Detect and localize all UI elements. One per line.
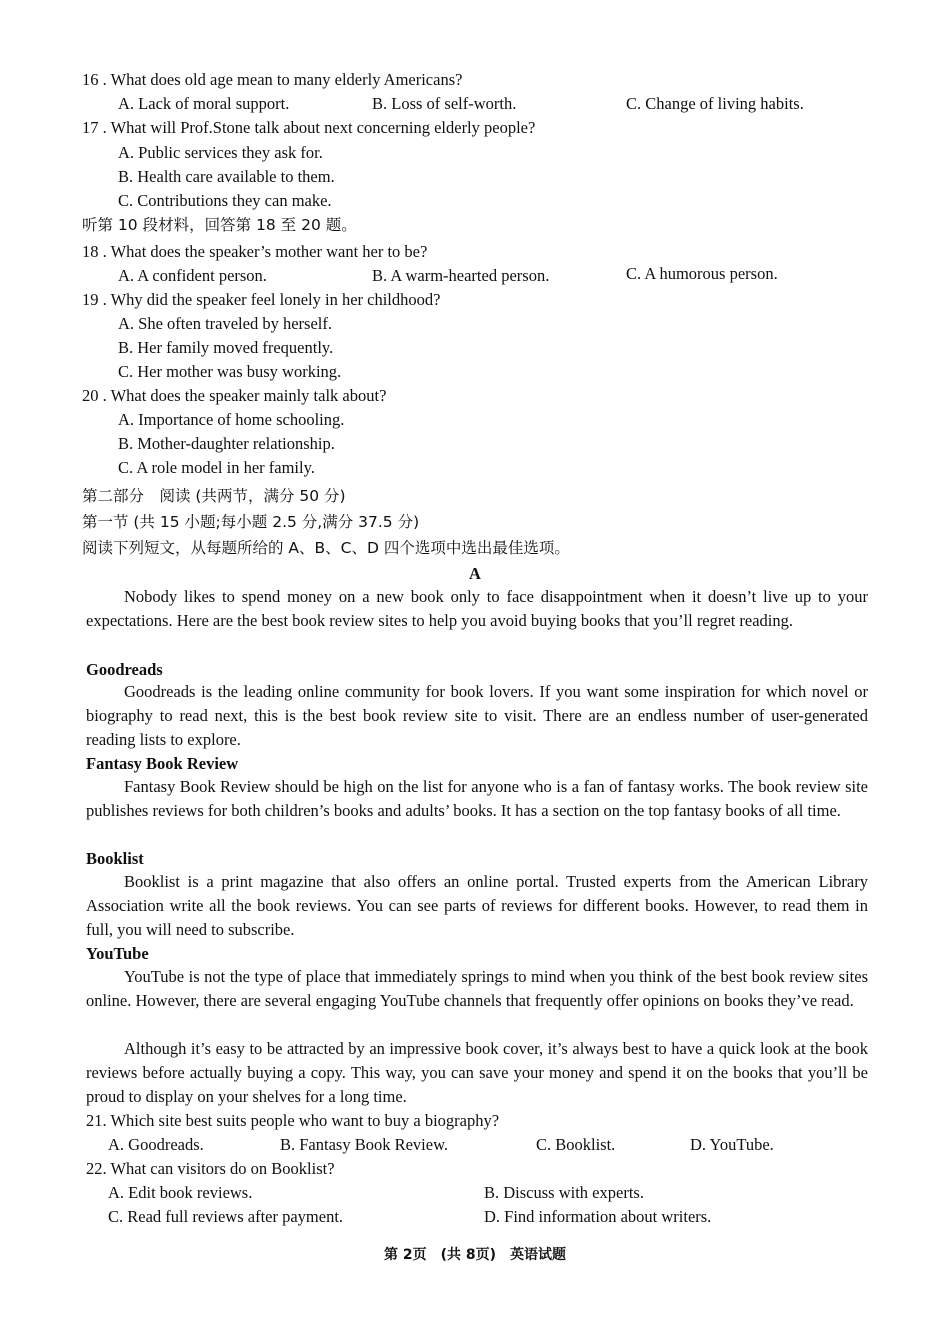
question-18-option-b: B. A warm-hearted person. xyxy=(372,266,550,285)
question-22-stem: 22. What can visitors do on Booklist? xyxy=(86,1159,335,1178)
page-footer: 第 2页 (共 8页) 英语试题 xyxy=(383,1247,567,1263)
reading-section-title: 第一节 (共 15 小题;每小题 2.5 分,满分 37.5 分) xyxy=(82,513,420,531)
question-20-option-b: B. Mother-daughter relationship. xyxy=(118,434,335,453)
question-22-option-d: D. Find information about writers. xyxy=(484,1207,712,1226)
question-19-stem: 19 . Why did the speaker feel lonely in her childhood? xyxy=(82,290,441,309)
site-heading-booklist: Booklist xyxy=(86,849,144,868)
question-16-option-c: C. Change of living habits. xyxy=(626,94,804,113)
question-21-stem: 21. Which site best suits people who want to buy a biography? xyxy=(86,1111,500,1130)
question-16-stem: 16 . What does old age mean to many elderly Americans? xyxy=(82,70,463,89)
question-20-option-a: A. Importance of home schooling. xyxy=(118,410,345,429)
site-heading-goodreads: Goodreads xyxy=(86,660,163,679)
site-text-youtube: YouTube is not the type of place that immediately springs to mind when you think of the best book review sites online. However, there are several engaging YouTube channels that frequently offer opinions on books they’ve read. xyxy=(86,967,868,1010)
question-19-option-b: B. Her family moved frequently. xyxy=(118,338,334,357)
passage-conclusion: Although it’s easy to be attracted by an impressive book cover, it’s always best to have a quick look at the book reviews before actually buying a copy. This way, you can save your money and spend it on the books that you’ll be proud to display on your shelves for a long time. xyxy=(86,1039,868,1106)
question-18-option-a: A. A confident person. xyxy=(118,266,267,285)
question-18-stem: 18 . What does the speaker’s mother want her to be? xyxy=(82,242,428,261)
passage-intro: Nobody likes to spend money on a new book only to face disappointment when it doesn’t live up to your expectations. Here are the best book review sites to help you avoid buying books that you’ll regret reading. xyxy=(86,587,868,630)
reading-part-title: 第二部分 阅读 (共两节，满分 50 分) xyxy=(82,487,346,505)
question-22-option-c: C. Read full reviews after payment. xyxy=(108,1207,344,1226)
question-22-option-b: B. Discuss with experts. xyxy=(484,1183,644,1202)
question-19-option-a: A. She often traveled by herself. xyxy=(118,314,332,333)
site-heading-fantasy-book-review: Fantasy Book Review xyxy=(86,754,239,773)
question-21-option-c: C. Booklist. xyxy=(536,1135,616,1154)
site-text-fantasy-book-review: Fantasy Book Review should be high on the list for anyone who is a fan of fantasy works. The book review site publishes reviews for both children’s books and adults’ books. It has a section on the top fantasy books of all time. xyxy=(86,777,868,820)
question-17-option-b: B. Health care available to them. xyxy=(118,167,335,186)
passage-label: A xyxy=(469,564,481,583)
question-18-option-c: C. A humorous person. xyxy=(626,264,778,283)
site-heading-youtube: YouTube xyxy=(86,944,149,963)
listening-instruction-10: 听第 10 段材料，回答第 18 至 20 题。 xyxy=(82,216,357,234)
question-17-option-c: C. Contributions they can make. xyxy=(118,191,332,210)
site-text-goodreads: Goodreads is the leading online community for book lovers. If you want some inspiration for which novel or biography to read next, this is the best book review site to visit. There are an endless number of user-generated reading lists to explore. xyxy=(86,682,868,749)
question-19-option-c: C. Her mother was busy working. xyxy=(118,362,342,381)
question-21-option-d: D. YouTube. xyxy=(690,1135,774,1154)
question-20-option-c: C. A role model in her family. xyxy=(118,458,315,477)
question-17-option-a: A. Public services they ask for. xyxy=(118,143,323,162)
question-16-option-b: B. Loss of self-worth. xyxy=(372,94,517,113)
question-17-stem: 17 . What will Prof.Stone talk about next concerning elderly people? xyxy=(82,118,536,137)
question-21-option-a: A. Goodreads. xyxy=(108,1135,204,1154)
site-text-booklist: Booklist is a print magazine that also offers an online portal. Trusted experts from the American Library Association write all the book reviews. You can see parts of reviews for different books. However, to read them in full, you will need to subscribe. xyxy=(86,872,868,939)
question-16-option-a: A. Lack of moral support. xyxy=(118,94,290,113)
question-20-stem: 20 . What does the speaker mainly talk about? xyxy=(82,386,387,405)
reading-instruction: 阅读下列短文，从每题所给的 A、B、C、D 四个选项中选出最佳选项。 xyxy=(82,539,570,557)
question-21-option-b: B. Fantasy Book Review. xyxy=(280,1135,449,1154)
question-22-option-a: A. Edit book reviews. xyxy=(108,1183,253,1202)
